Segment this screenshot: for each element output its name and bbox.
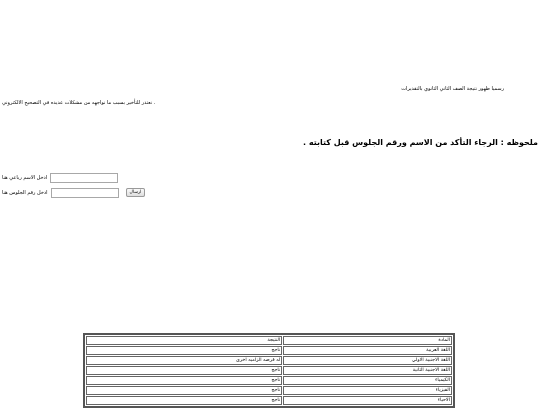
result-cell: ناجح [86,386,282,395]
announcement-text: رسميا ظهور نتيجة الصف الثاني الثانوي بالتقديرات [401,86,504,92]
header-result: النتيجة [86,336,282,345]
name-input[interactable] [50,173,118,183]
table-row [86,346,452,355]
submit-button[interactable]: ارسال [126,188,146,197]
subject-cell: الفيزياء [283,386,452,395]
result-cell: ناجح [86,376,282,385]
table-row [86,356,452,365]
warning-note: ملحوظه : الرجاء التأكد من الاسم ورقم الجلوس قبل كتابته . [303,138,538,147]
result-cell: ناجح [86,396,282,405]
seat-number-label: ادخل رقم الجلوس هنا [2,189,48,196]
seat-row [2,187,145,198]
header-subject: المادة [283,336,452,345]
result-cell: ناجح [86,366,282,375]
subject-cell: اللغة العربية [283,346,452,355]
table-row [86,386,452,395]
table-row [86,376,452,385]
apology-text: . نعتذر للتأخير بسبب ما نواجهه من مشكلات عديده في التصحيح الالكتروني [2,100,156,106]
table-row [86,366,452,375]
result-cell: له فرصه الزاميه اخرى [86,356,282,365]
name-row [2,172,118,183]
table-row [86,396,452,405]
subject-cell: اللغة الاجنبية الثانية [283,366,452,375]
subject-cell: الاحياء [283,396,452,405]
subject-cell: الكيمياء [283,376,452,385]
name-label: ادخل الاسم رباعي هنا [2,174,48,181]
table-header-row [86,336,452,345]
subject-cell: اللغة الاجنبية الاولي [283,356,452,365]
result-cell: ناجح [86,346,282,355]
seat-number-input[interactable] [51,188,119,198]
results-table [83,333,455,408]
